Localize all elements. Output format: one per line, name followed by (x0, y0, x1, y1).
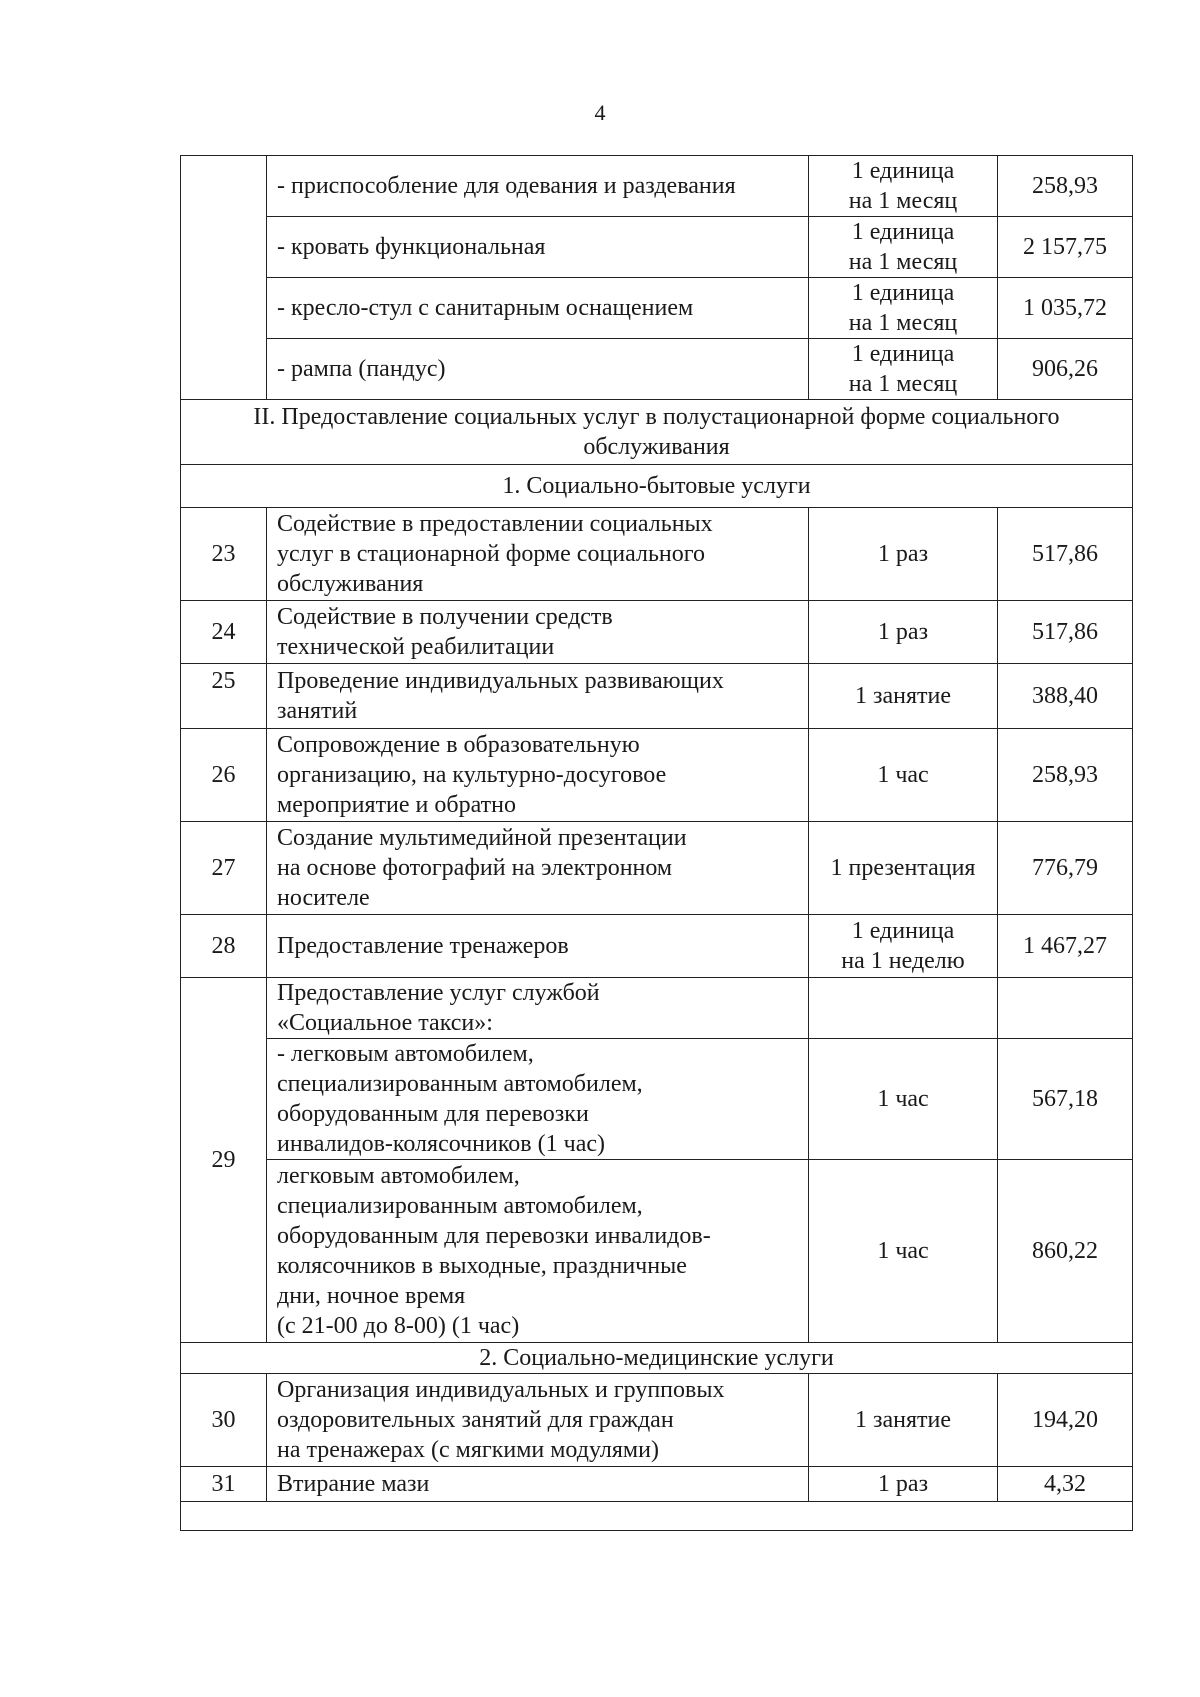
row-number-cell: 28 (181, 915, 267, 978)
service-header-cell: Предоставление услуг службой «Социальное такси»: (267, 978, 809, 1039)
table-row (181, 1039, 1133, 1160)
table-row (181, 978, 1133, 1039)
price-cell: 1 467,27 (998, 915, 1133, 978)
row-number-cell (181, 156, 267, 400)
unit-cell: 1 единица на 1 месяц (809, 339, 998, 400)
table-row (181, 278, 1133, 339)
section-title: II. Предоставление социальных услуг в полустационарной форме социального обслуживания (181, 400, 1133, 465)
price-cell: 860,22 (998, 1160, 1133, 1343)
unit-cell: 1 занятие (809, 664, 998, 729)
table-row (181, 822, 1133, 915)
service-cell: - приспособление для одевания и раздевания (267, 156, 809, 217)
row-number-cell: 25 (181, 664, 267, 729)
unit-cell: 1 раз (809, 508, 998, 601)
table-row (181, 729, 1133, 822)
unit-cell: 1 презентация (809, 822, 998, 915)
price-cell: 258,93 (998, 156, 1133, 217)
row-number-cell: 31 (181, 1467, 267, 1502)
service-cell: Содействие в получении средств технической реабилитации (267, 601, 809, 664)
service-cell: - рампа (пандус) (267, 339, 809, 400)
subsection-title-1: 1. Социально-бытовые услуги (181, 465, 1133, 508)
price-cell: 194,20 (998, 1374, 1133, 1467)
unit-cell: 1 единица на 1 месяц (809, 278, 998, 339)
table-row (181, 508, 1133, 601)
unit-cell: 1 час (809, 1160, 998, 1343)
row-number-cell: 29 (181, 978, 267, 1343)
row-number-cell: 30 (181, 1374, 267, 1467)
unit-cell (809, 978, 998, 1039)
service-cell: - кровать функциональная (267, 217, 809, 278)
unit-cell: 1 раз (809, 601, 998, 664)
table-row (181, 601, 1133, 664)
table-row (181, 1374, 1133, 1467)
page-number: 4 (594, 100, 606, 125)
unit-cell: 1 час (809, 729, 998, 822)
table-row (181, 339, 1133, 400)
unit-cell: 1 занятие (809, 1374, 998, 1467)
unit-cell: 1 час (809, 1039, 998, 1160)
price-cell: 517,86 (998, 508, 1133, 601)
table-row (181, 1160, 1133, 1343)
service-cell: Содействие в предоставлении социальных услуг в стационарной форме социального обслуживания (267, 508, 809, 601)
service-cell: Проведение индивидуальных развивающих занятий (267, 664, 809, 729)
section-header-row (181, 400, 1133, 465)
table-row (181, 915, 1133, 978)
table-row (181, 1467, 1133, 1502)
price-cell: 567,18 (998, 1039, 1133, 1160)
price-cell: 388,40 (998, 664, 1133, 729)
empty-row (181, 1502, 1133, 1531)
row-number-cell: 23 (181, 508, 267, 601)
price-cell: 776,79 (998, 822, 1133, 915)
tariff-table (180, 155, 1133, 1531)
table-row (181, 156, 1133, 217)
service-cell: - легковым автомобилем, специализированным автомобилем, оборудованным для перевозки инвалидов-колясочников (1 час) (267, 1039, 809, 1160)
row-number-cell: 24 (181, 601, 267, 664)
service-cell: - кресло-стул с санитарным оснащением (267, 278, 809, 339)
price-cell: 1 035,72 (998, 278, 1133, 339)
price-cell (998, 978, 1133, 1039)
row-number-cell: 26 (181, 729, 267, 822)
table-row (181, 664, 1133, 729)
service-cell: Сопровождение в образовательную организацию, на культурно-досуговое мероприятие и обратно (267, 729, 809, 822)
empty-cell (181, 1502, 1133, 1531)
subsection-title-2: 2. Социально-медицинские услуги (181, 1343, 1133, 1374)
subsection-header-row (181, 465, 1133, 508)
unit-cell: 1 единица на 1 месяц (809, 217, 998, 278)
price-cell: 906,26 (998, 339, 1133, 400)
row-number-cell: 27 (181, 822, 267, 915)
price-cell: 4,32 (998, 1467, 1133, 1502)
service-cell: Организация индивидуальных и групповых оздоровительных занятий для граждан на тренажерах (с мягкими модулями) (267, 1374, 809, 1467)
price-cell: 2 157,75 (998, 217, 1133, 278)
service-cell: Предоставление тренажеров (267, 915, 809, 978)
service-cell: легковым автомобилем, специализированным автомобилем, оборудованным для перевозки инвалидов- колясочников в выходные, праздничные дни, ночное время (с 21-00 до 8-00) (1 час) (267, 1160, 809, 1343)
unit-cell: 1 раз (809, 1467, 998, 1502)
unit-cell: 1 единица на 1 месяц (809, 156, 998, 217)
price-cell: 258,93 (998, 729, 1133, 822)
table-row (181, 217, 1133, 278)
service-cell: Создание мультимедийной презентации на основе фотографий на электронном носителе (267, 822, 809, 915)
unit-cell: 1 единица на 1 неделю (809, 915, 998, 978)
subsection-header-row (181, 1343, 1133, 1374)
service-cell: Втирание мази (267, 1467, 809, 1502)
price-cell: 517,86 (998, 601, 1133, 664)
